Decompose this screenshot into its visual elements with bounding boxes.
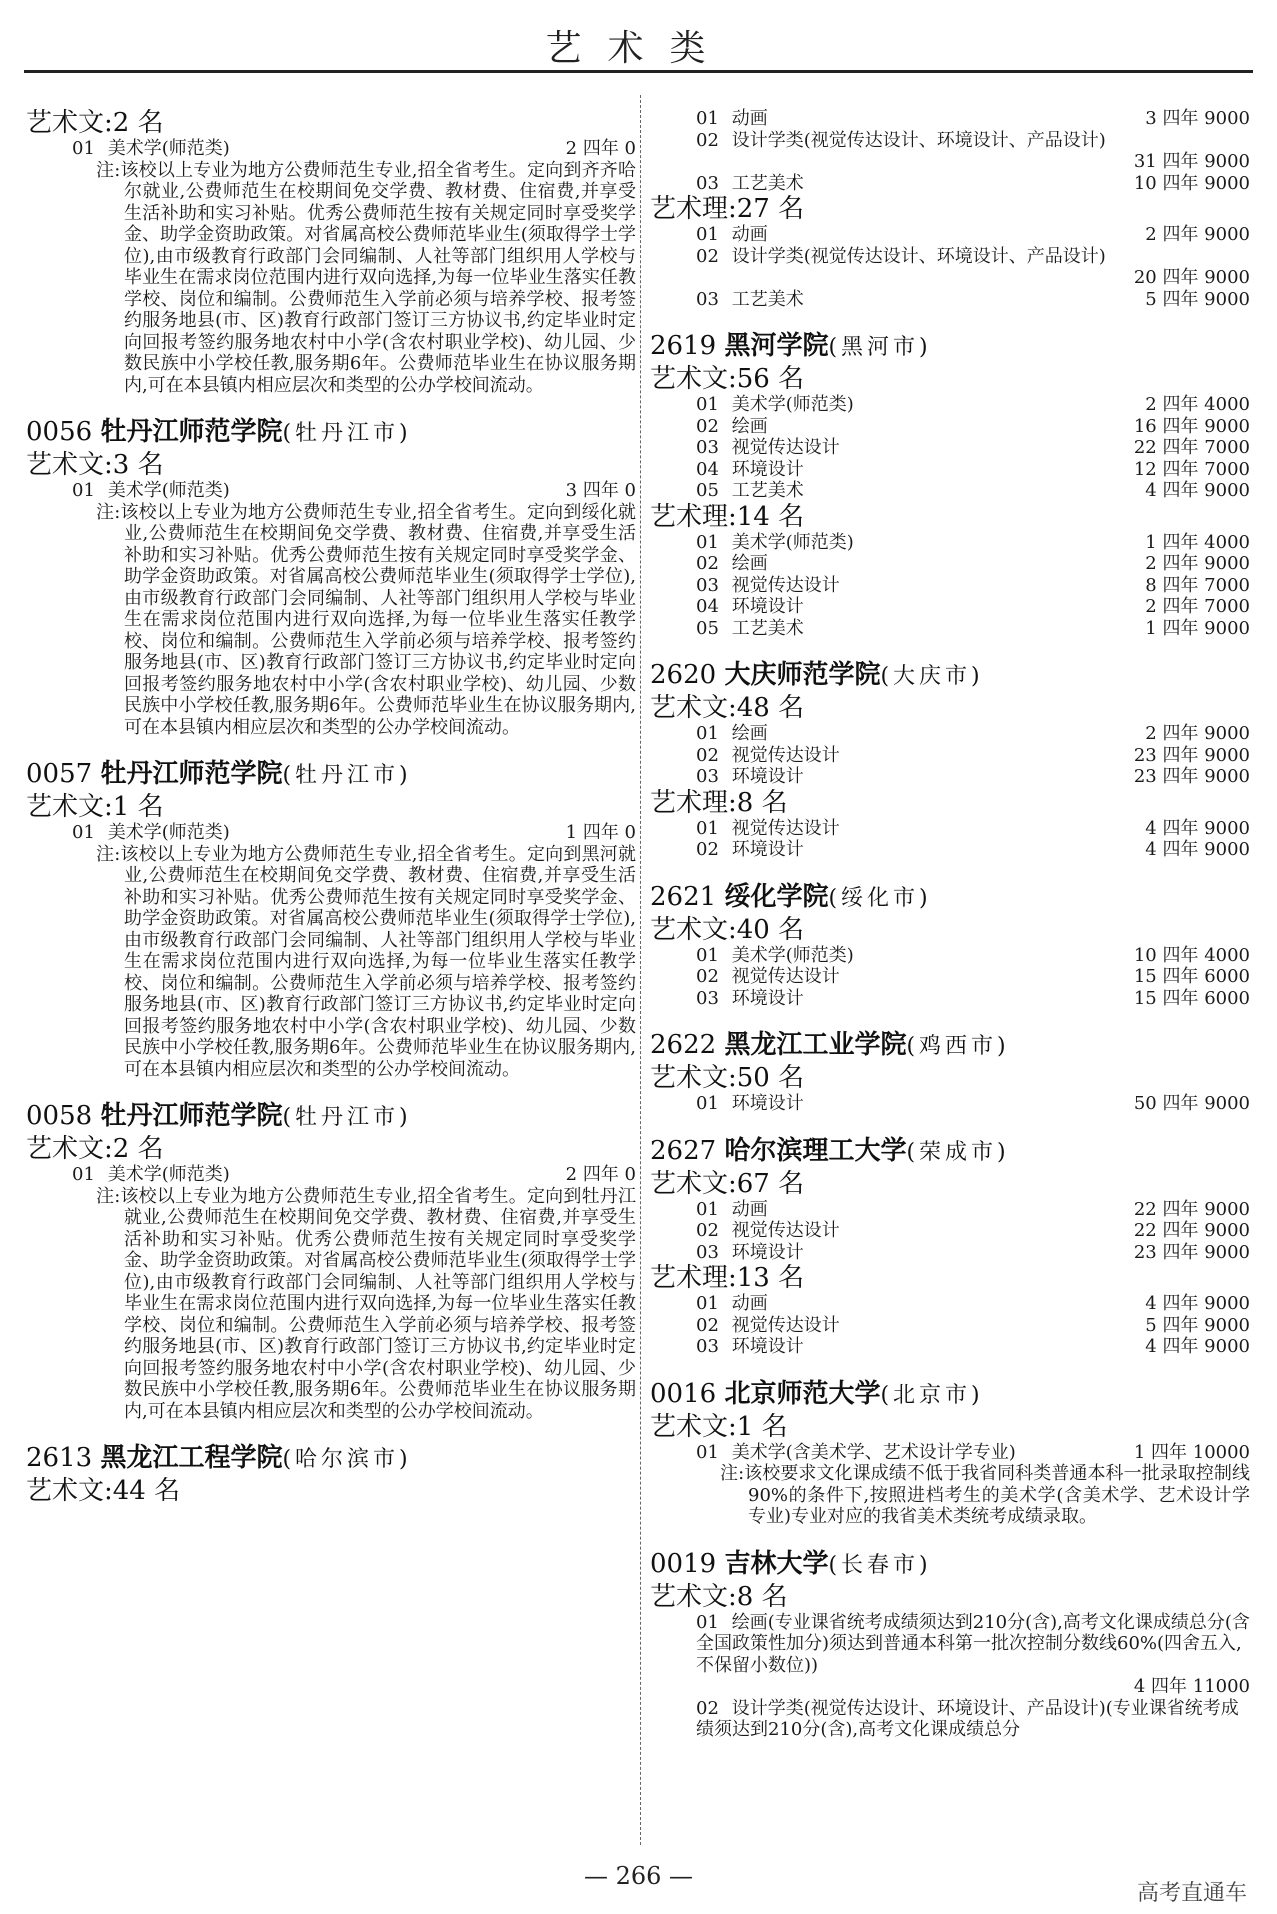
university-city: (牡丹江市) (282, 421, 412, 446)
major-stat: 22 四年 7000 (1133, 437, 1250, 458)
major-label (696, 1242, 804, 1264)
major-stat: 1 四年 0 (565, 822, 636, 843)
major-label (696, 766, 804, 788)
university-name: 吉林大学 (724, 1548, 829, 1579)
category-heading: 艺术文:67 名 (650, 1168, 805, 1199)
major-stat: 23 四年 9000 (1133, 744, 1250, 766)
major-label (696, 1293, 768, 1315)
university-heading (26, 1100, 636, 1134)
university-heading (26, 416, 636, 450)
major-stat: 4 四年 9000 (1145, 817, 1250, 839)
major-row (650, 945, 1250, 967)
major-stat: 15 四年 6000 (1133, 966, 1250, 987)
major-stat: 4 四年 9000 (1145, 1336, 1250, 1357)
major-number: 01 (696, 1093, 719, 1114)
university-code: 0058 (26, 1101, 101, 1131)
category-heading: 艺术理:27 名 (650, 194, 805, 224)
major-stat: 22 四年 9000 (1133, 1198, 1250, 1220)
university-name: 绥化学院 (724, 881, 829, 912)
major-row (650, 130, 1250, 152)
university-city: (哈尔滨市) (282, 1447, 412, 1472)
major-label (696, 618, 804, 640)
university-heading (650, 881, 1250, 915)
major-row (26, 480, 636, 502)
major-number: 01 (696, 723, 719, 744)
university-heading (650, 1029, 1250, 1063)
major-row (26, 1164, 636, 1186)
major-number: 02 (696, 1314, 719, 1336)
major-label (696, 480, 804, 502)
major-name: 绘画 (726, 723, 768, 744)
category-heading: 艺术文:44 名 (26, 1476, 181, 1506)
major-name: 绘画 (726, 415, 768, 437)
note-text: 注:该校以上专业为地方公费师范生专业,招全省考生。定向到绥化就业,公费师范生在校期间免交学费、教材费、住宿费,并享受生活补助和实习补贴。优秀公费师范生按有关规定同时享受奖学金、助学金资助政策。对省属高校公费师范毕业生(须取得学士学位),由市级教育行政部门会同编制、人社等部门组织用人学校与毕业生在需求岗位范围内进行双向选择,为每一位毕业生落实任教学校、岗位和编制。公费师范生入学前必须与培养学校、报考签约服务地县(市、区)教育行政部门签订三方协议书,约定毕业时定向回报考签约服务地农村中小学(含农村职业学校)、幼儿园、少数民族中小学校任教,服务期6年。公费师范毕业生在协议服务期内,可在本县镇内相应层次和类型的公办学校间流动。 (96, 501, 636, 738)
major-row (650, 459, 1250, 481)
major-row (650, 988, 1250, 1010)
category-heading: 艺术文:48 名 (650, 693, 805, 723)
major-stat: 1 四年 4000 (1145, 531, 1250, 553)
major-row (650, 173, 1250, 195)
major-name: 绘画(专业课省统考成绩须达到210分(含),高考文化课成绩总分(含全国政策性加分)须达到普通本科第一批次控制分数线60%(四舍五入,不保留小数位)) (696, 1611, 1250, 1676)
university-heading (650, 330, 1250, 364)
major-stat: 2 四年 4000 (1145, 394, 1250, 415)
major-label (696, 723, 768, 745)
major-name: 环境设计 (726, 766, 804, 787)
left-column (26, 108, 636, 1506)
major-name: 工艺美术 (726, 480, 804, 501)
university-city: (黑河市) (828, 335, 932, 360)
major-row (650, 553, 1250, 575)
category-heading: 艺术文:2 名 (26, 108, 164, 138)
major-name: 动画 (726, 108, 768, 129)
major-label (696, 596, 804, 618)
major-stat: 10 四年 9000 (1133, 172, 1250, 194)
category-heading: 艺术理:13 名 (650, 1263, 805, 1293)
category-heading: 艺术文:8 名 (650, 1581, 788, 1612)
major-row (650, 1612, 1250, 1677)
right-column (650, 108, 1250, 1741)
major-row (650, 596, 1250, 618)
major-name: 视觉传达设计 (726, 817, 840, 839)
major-stat: 4 四年 9000 (1145, 480, 1250, 501)
major-name: 环境设计 (726, 596, 804, 617)
major-number: 01 (696, 817, 719, 839)
university-city: (大庆市) (880, 664, 984, 689)
major-number: 02 (696, 129, 719, 151)
university-heading (650, 1135, 1250, 1169)
major-row (650, 289, 1250, 311)
note-text: 注:该校要求文化课成绩不低于我省同科类普通本科一批录取控制线90%的条件下,按照进档考生的美术学(含美术学、艺术设计学专业)专业对应的我省美术类统考成绩录取。 (720, 1463, 1250, 1527)
major-label (696, 437, 840, 459)
major-number: 01 (696, 944, 719, 966)
major-number: 03 (696, 766, 719, 787)
major-name: 动画 (726, 1293, 768, 1314)
major-stat: 2 四年 0 (565, 1164, 636, 1185)
major-row (650, 818, 1250, 840)
major-name: 环境设计 (726, 1336, 804, 1357)
university-code: 0019 (650, 1548, 725, 1579)
university-name: 黑龙江工程学院 (100, 1443, 283, 1473)
major-label (696, 1315, 840, 1337)
major-number: 02 (696, 245, 719, 267)
university-heading (26, 1442, 636, 1476)
page-title: 艺术类 (545, 28, 732, 69)
major-number: 03 (696, 1336, 719, 1357)
major-label (696, 1442, 1016, 1464)
note-text: 注:该校以上专业为地方公费师范生专业,招全省考生。定向到牡丹江就业,公费师范生在校期间免交学费、教材费、住宿费,并享受生活补助和实习补贴。优秀公费师范生按有关规定同时享受奖学金、助学金资助政策。对省属高校公费师范毕业生(须取得学士学位),由市级教育行政部门会同编制、人社等部门组织用人学校与毕业生在需求岗位范围内进行双向选择,为每一位毕业生落实任教学校、岗位和编制。公费师范生入学前必须与培养学校、报考签约服务地县(市、区)教育行政部门签订三方协议书,约定毕业时定向回报考签约服务地农村中小学(含农村职业学校)、幼儿园、少数民族中小学校任教,服务期6年。公费师范毕业生在协议服务期内,可在本县镇内相应层次和类型的公办学校间流动。 (96, 1185, 636, 1422)
university-name: 北京师范大学 (724, 1378, 881, 1409)
major-number: 03 (696, 288, 719, 310)
major-row (650, 723, 1250, 745)
header-rule (24, 70, 1253, 73)
major-row (650, 480, 1250, 502)
major-row (650, 1199, 1250, 1221)
major-name: 设计学类(视觉传达设计、环境设计、产品设计) (726, 129, 1106, 151)
major-stat: 2 四年 0 (565, 138, 636, 159)
major-number: 02 (696, 1220, 719, 1241)
university-name: 牡丹江师范学院 (100, 417, 283, 447)
major-number: 04 (696, 458, 719, 480)
major-name: 环境设计 (726, 458, 804, 480)
major-stat: 31 四年 9000 (1133, 151, 1250, 172)
major-number: 01 (72, 480, 95, 501)
major-name: 视觉传达设计 (726, 437, 840, 458)
major-number: 01 (696, 531, 719, 553)
major-number: 03 (696, 172, 719, 194)
major-label (696, 394, 854, 416)
major-row (650, 1315, 1250, 1337)
major-stat: 3 四年 9000 (1145, 108, 1250, 129)
major-row (26, 138, 636, 160)
major-stat: 4 四年 9000 (1145, 839, 1250, 860)
major-label (696, 839, 804, 861)
university-city: (牡丹江市) (282, 1105, 412, 1130)
major-name: 美术学(师范类) (102, 822, 230, 843)
major-label (696, 289, 804, 311)
brand-label: 高考直通车 (1136, 1881, 1247, 1906)
major-stat: 1 四年 10000 (1133, 1441, 1250, 1463)
major-label (72, 1164, 230, 1186)
major-label (72, 138, 230, 160)
university-city: (北京市) (880, 1382, 984, 1408)
major-name: 工艺美术 (726, 617, 804, 639)
university-name: 牡丹江师范学院 (100, 759, 283, 789)
major-row (650, 745, 1250, 767)
major-number: 01 (696, 1611, 719, 1633)
major-stat: 22 四年 9000 (1133, 1220, 1250, 1241)
category-heading: 艺术文:50 名 (650, 1063, 805, 1093)
university-heading (26, 758, 636, 792)
major-name: 美术学(师范类) (102, 138, 230, 159)
major-number: 02 (696, 553, 719, 574)
major-stat: 16 四年 9000 (1133, 415, 1250, 437)
note-text: 注:该校以上专业为地方公费师范生专业,招全省考生。定向到黑河就业,公费师范生在校期间免交学费、教材费、住宿费,并享受生活补助和实习补贴。优秀公费师范生按有关规定同时享受奖学金、助学金资助政策。对省属高校公费师范毕业生(须取得学士学位),由市级教育行政部门会同编制、人社等部门组织用人学校与毕业生在需求岗位范围内进行双向选择,为每一位毕业生落实任教学校、岗位和编制。公费师范生入学前必须与培养学校、报考签约服务地县(市、区)教育行政部门签订三方协议书,约定毕业时定向回报考签约服务地农村中小学(含农村职业学校)、幼儿园、少数民族中小学校任教,服务期6年。公费师范毕业生在协议服务期内,可在本县镇内相应层次和类型的公办学校间流动。 (96, 843, 636, 1080)
major-stat: 2 四年 9000 (1145, 224, 1250, 245)
major-number: 01 (696, 1293, 719, 1314)
category-heading: 艺术理:8 名 (650, 787, 788, 818)
major-stat: 23 四年 9000 (1133, 1241, 1250, 1263)
major-name: 美术学(师范类) (726, 394, 854, 415)
major-name: 动画 (726, 1198, 768, 1220)
major-label (696, 459, 804, 481)
major-row (650, 766, 1250, 788)
major-stat: 4 四年 11000 (1133, 1676, 1250, 1697)
university-code: 2622 (650, 1030, 725, 1060)
major-name: 美术学(师范类) (102, 480, 230, 501)
major-number: 02 (696, 1697, 719, 1719)
major-name: 美术学(师范类) (726, 944, 854, 966)
major-number: 01 (696, 1441, 719, 1463)
major-stat: 1 四年 9000 (1145, 617, 1250, 639)
university-code: 2627 (650, 1135, 725, 1166)
university-city: (绥化市) (828, 885, 932, 911)
category-heading: 艺术理:14 名 (650, 501, 805, 532)
major-name: 美术学(含美术学、艺术设计学专业) (726, 1441, 1016, 1463)
major-number: 01 (72, 822, 95, 843)
major-name: 视觉传达设计 (726, 1314, 840, 1336)
major-name: 环境设计 (726, 1241, 804, 1263)
major-name: 设计学类(视觉传达设计、环境设计、产品设计)(专业课省统考成绩须达到210分(含),高考文化课成绩总分 (696, 1697, 1239, 1740)
major-row (650, 416, 1250, 438)
university-name: 大庆师范学院 (724, 660, 881, 690)
university-heading (650, 1548, 1250, 1582)
major-label (696, 1199, 768, 1221)
major-name: 美术学(师范类) (102, 1164, 230, 1185)
major-stat: 5 四年 9000 (1145, 288, 1250, 310)
major-number: 01 (72, 1164, 95, 1185)
major-name: 工艺美术 (726, 172, 804, 194)
major-number: 03 (696, 574, 719, 596)
major-row (650, 394, 1250, 416)
university-code: 0016 (650, 1378, 725, 1409)
university-heading (650, 1378, 1250, 1412)
major-number: 03 (696, 1241, 719, 1263)
category-heading: 艺术文:3 名 (26, 450, 164, 480)
category-heading: 艺术文:1 名 (650, 1411, 788, 1442)
major-stat: 23 四年 9000 (1133, 766, 1250, 787)
major-label (696, 553, 768, 575)
university-city: (牡丹江市) (282, 763, 412, 788)
major-row (650, 1220, 1250, 1242)
major-row (650, 839, 1250, 861)
major-label (696, 532, 854, 554)
major-name: 动画 (726, 224, 768, 245)
major-number: 03 (696, 987, 719, 1009)
major-stat: 20 四年 9000 (1133, 267, 1250, 288)
major-number: 01 (696, 224, 719, 245)
university-code: 0056 (26, 417, 101, 447)
university-code: 2613 (26, 1443, 101, 1473)
major-row (650, 1093, 1250, 1115)
page-number: — 266 — (583, 1862, 694, 1890)
university-code: 2619 (650, 331, 725, 361)
major-label (696, 1093, 804, 1115)
major-stat: 4 四年 9000 (1145, 1293, 1250, 1314)
major-label (696, 575, 840, 597)
major-row (650, 532, 1250, 554)
major-name: 视觉传达设计 (726, 1220, 840, 1241)
major-label (696, 1336, 804, 1358)
major-label (696, 173, 804, 195)
major-name: 工艺美术 (726, 288, 804, 310)
major-number: 01 (72, 138, 95, 159)
university-code: 2620 (650, 660, 725, 690)
major-stat: 8 四年 7000 (1145, 574, 1250, 596)
major-row (650, 618, 1250, 640)
category-heading: 艺术文:40 名 (650, 914, 805, 945)
major-number: 03 (696, 437, 719, 458)
major-name: 设计学类(视觉传达设计、环境设计、产品设计) (726, 245, 1106, 267)
major-stat: 50 四年 9000 (1133, 1093, 1250, 1114)
major-row (650, 1442, 1250, 1464)
major-number: 01 (696, 108, 719, 129)
major-name: 视觉传达设计 (726, 966, 840, 987)
page-header (0, 0, 1277, 74)
major-label (72, 480, 230, 502)
university-city: (鸡西市) (906, 1034, 1010, 1059)
major-label (696, 745, 840, 767)
major-row (650, 108, 1250, 130)
major-row (650, 1293, 1250, 1315)
university-city: (长春市) (828, 1552, 932, 1578)
major-row (650, 224, 1250, 246)
major-stat: 2 四年 9000 (1145, 553, 1250, 574)
major-name: 视觉传达设计 (726, 744, 840, 766)
major-number: 02 (696, 839, 719, 860)
major-row (650, 437, 1250, 459)
major-row (26, 822, 636, 844)
major-label (696, 966, 840, 988)
major-row (650, 1336, 1250, 1358)
major-number: 05 (696, 480, 719, 501)
university-name: 牡丹江师范学院 (100, 1101, 283, 1131)
major-row (650, 966, 1250, 988)
major-name: 绘画 (726, 553, 768, 574)
major-stat: 5 四年 9000 (1145, 1314, 1250, 1336)
major-row (650, 246, 1250, 268)
major-label (696, 416, 768, 438)
category-heading: 艺术文:56 名 (650, 364, 805, 394)
major-name: 视觉传达设计 (726, 574, 840, 596)
university-code: 2621 (650, 881, 725, 912)
column-divider (640, 95, 641, 1845)
university-heading (650, 659, 1250, 693)
university-name: 黑龙江工业学院 (724, 1030, 907, 1060)
category-heading: 艺术文:2 名 (26, 1134, 164, 1164)
university-name: 哈尔滨理工大学 (724, 1135, 907, 1166)
category-heading: 艺术文:1 名 (26, 792, 164, 822)
major-stat: 3 四年 0 (565, 480, 636, 501)
university-city: (荣成市) (906, 1139, 1010, 1165)
major-number: 01 (696, 394, 719, 415)
major-label (696, 818, 840, 840)
major-name: 环境设计 (726, 839, 804, 860)
major-label (696, 224, 768, 246)
major-number: 02 (696, 744, 719, 766)
major-stat: 2 四年 9000 (1145, 723, 1250, 744)
university-name: 黑河学院 (724, 331, 829, 361)
major-stat: 2 四年 7000 (1145, 596, 1250, 617)
major-row (650, 575, 1250, 597)
note-text: 注:该校以上专业为地方公费师范生专业,招全省考生。定向到齐齐哈尔就业,公费师范生在校期间免交学费、教材费、住宿费,并享受生活补助和实习补贴。优秀公费师范生按有关规定同时享受奖学金、助学金资助政策。对省属高校公费师范毕业生(须取得学士学位),由市级教育行政部门会同编制、人社等部门组织用人学校与毕业生在需求岗位范围内进行双向选择,为每一位毕业生落实任教学校、岗位和编制。公费师范生入学前必须与培养学校、报考签约服务地县(市、区)教育行政部门签订三方协议书,约定毕业时定向回报考签约服务地农村中小学(含农村职业学校)、幼儿园、少数民族中小学校任教,服务期6年。公费师范毕业生在协议服务期内,可在本县镇内相应层次和类型的公办学校间流动。 (96, 159, 636, 396)
major-name: 环境设计 (726, 1093, 804, 1114)
major-stat: 15 四年 6000 (1133, 987, 1250, 1009)
major-number: 02 (696, 415, 719, 437)
major-stat: 12 四年 7000 (1133, 458, 1250, 480)
major-label (696, 108, 768, 130)
major-row (650, 1698, 1250, 1741)
major-stat: 10 四年 4000 (1133, 944, 1250, 966)
major-label (72, 822, 230, 844)
major-number: 01 (696, 1198, 719, 1220)
major-label (696, 945, 854, 967)
major-label (696, 988, 804, 1010)
major-row (650, 1242, 1250, 1264)
university-code: 0057 (26, 759, 101, 789)
major-number: 05 (696, 617, 719, 639)
major-number: 04 (696, 596, 719, 617)
major-name: 环境设计 (726, 987, 804, 1009)
major-name: 美术学(师范类) (726, 531, 854, 553)
major-number: 02 (696, 966, 719, 987)
major-label (696, 1220, 840, 1242)
